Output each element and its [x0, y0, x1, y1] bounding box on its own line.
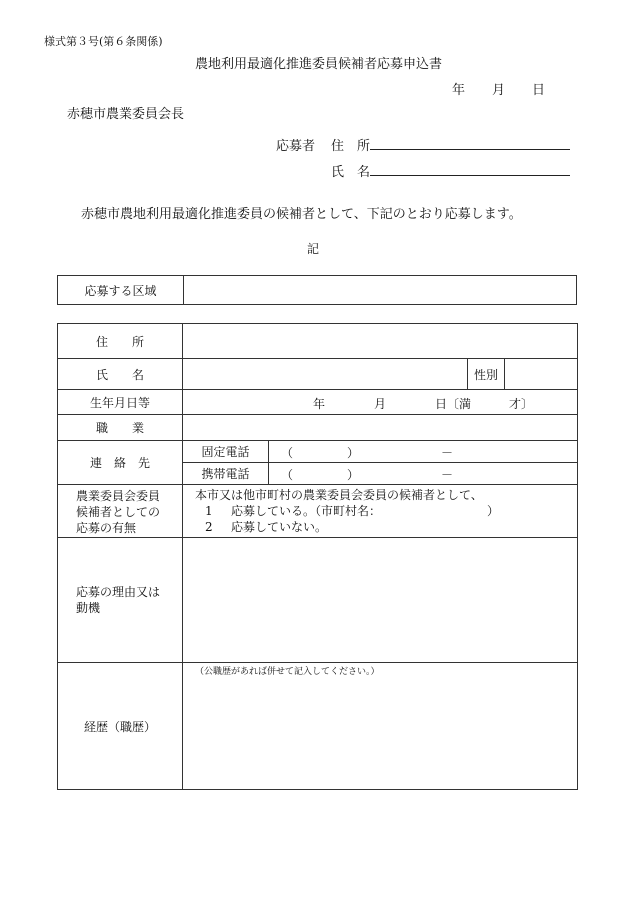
applicant-address-label: 住 所	[331, 139, 371, 154]
birth-label: 生年月日等	[58, 390, 183, 415]
applicant-details-table	[57, 323, 578, 790]
agri-cell	[183, 485, 578, 538]
agri-intro: 本市又は他市町村の農業委員会委員の候補者として、	[195, 488, 483, 502]
form-number: 様式第３号(第６条関係)	[44, 35, 163, 48]
name-cell[interactable]	[183, 359, 468, 390]
birth-year-label: 年	[313, 397, 326, 411]
landline-paren-open: （	[281, 446, 294, 460]
reason-cell[interactable]	[183, 538, 578, 663]
area-value-cell[interactable]	[184, 276, 577, 305]
mobile-label: 携帯電話	[183, 463, 269, 485]
agri-option-1-close: ）	[487, 504, 500, 518]
agri-option-1-number: 1	[205, 504, 213, 518]
address-cell[interactable]	[183, 324, 578, 359]
address-label: 住 所	[58, 324, 183, 359]
agri-label-line-2: 候補者としての	[76, 505, 161, 519]
agri-option-1-text: 応募している。（市町村名：	[231, 504, 382, 518]
date-day-label: 日	[532, 83, 546, 98]
birth-age-close-label: 才〕	[509, 397, 534, 411]
agri-option-2[interactable]	[195, 519, 577, 535]
landline-paren-close: ）	[347, 446, 360, 460]
landline-dash: －	[441, 446, 454, 460]
birth-cell[interactable]	[183, 390, 578, 415]
agri-label-line-1: 農業委員会委員	[76, 489, 161, 503]
applicant-role-label: 応募者	[276, 139, 316, 154]
birth-day-age-label: 日〔満	[435, 397, 472, 411]
mobile-paren-close: ）	[347, 468, 360, 482]
agri-option-2-text: 応募していない。	[231, 520, 328, 534]
applicant-name-line[interactable]	[370, 175, 570, 176]
career-label: 経歴（職歴）	[58, 663, 183, 790]
sex-label: 性別	[468, 359, 505, 390]
mobile-paren-open: （	[281, 468, 294, 482]
birth-month-label: 月	[374, 397, 387, 411]
landline-label: 固定電話	[183, 441, 269, 463]
reason-label	[58, 538, 183, 663]
job-cell[interactable]	[183, 415, 578, 441]
area-table	[57, 275, 577, 305]
applicant-name-label: 氏 名	[331, 165, 371, 180]
form-title: 農地利用最適化推進委員候補者応募申込書	[195, 57, 443, 72]
mobile-dash: －	[441, 468, 454, 482]
statement: 赤穂市農地利用最適化推進委員の候補者として、下記のとおり応募します。	[81, 207, 522, 222]
addressee: 赤穂市農業委員会長	[67, 107, 185, 122]
landline-cell[interactable]	[269, 441, 578, 463]
ki-label: 記	[307, 242, 320, 256]
reason-label-line-1: 応募の理由又は	[76, 585, 161, 599]
applicant-address-line[interactable]	[370, 149, 570, 150]
career-cell[interactable]	[183, 663, 578, 790]
job-label: 職 業	[58, 415, 183, 441]
sex-cell[interactable]	[505, 359, 578, 390]
contact-label: 連 絡 先	[58, 441, 183, 485]
agri-label	[58, 485, 183, 538]
name-label: 氏 名	[58, 359, 183, 390]
mobile-cell[interactable]	[269, 463, 578, 485]
career-note: （公職歴があれば併せて記入してください。）	[195, 667, 380, 677]
agri-option-2-number: 2	[205, 520, 213, 534]
agri-option-1[interactable]	[195, 503, 577, 519]
agri-label-line-3: 応募の有無	[76, 521, 137, 535]
area-label: 応募する区域	[58, 276, 184, 305]
date-month-label: 月	[492, 83, 506, 98]
reason-label-line-2: 動機	[76, 601, 101, 615]
date-year-label: 年	[452, 83, 466, 98]
